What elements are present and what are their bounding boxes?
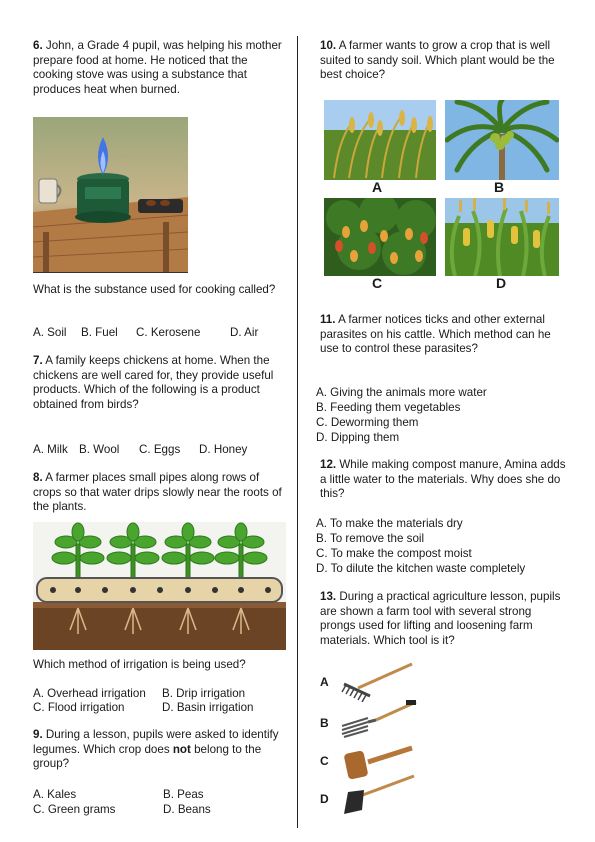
option-b[interactable]: B. Wool	[79, 443, 120, 456]
question-text-emphasis: not	[172, 742, 191, 756]
question-number: 9.	[33, 728, 43, 741]
option-b[interactable]: B. Feeding them vegetables	[316, 401, 461, 414]
mango-tree-image	[324, 198, 436, 276]
option-d[interactable]: D. To dilute the kitchen waste completely	[316, 562, 526, 575]
option-a[interactable]: A. Milk	[33, 443, 68, 456]
option-d[interactable]: D. Honey	[199, 443, 248, 456]
option-b[interactable]: B. Fuel	[81, 326, 118, 339]
coconut-palm-image	[445, 100, 559, 180]
question-6-prompt: What is the substance used for cooking called?	[33, 283, 276, 296]
question-13	[320, 590, 570, 648]
question-7	[33, 354, 283, 412]
hoe-image	[338, 774, 418, 816]
option-c[interactable]: C. Kerosene	[136, 326, 201, 339]
option-c[interactable]: C. Eggs	[139, 443, 181, 456]
question-text: While making compost manure, Amina adds a little water to the materials. Why does she do this?	[320, 458, 566, 501]
option-a[interactable]: A. To make the materials dry	[316, 517, 463, 530]
option-d[interactable]: D. Air	[230, 326, 259, 339]
question-text: John, a Grade 4 pupil, was helping his mother prepare food at home. He noticed that the cooking stove was using a substance that produces heat when burned.	[33, 39, 282, 96]
image-label-a[interactable]: A	[372, 179, 383, 195]
image-label-c[interactable]: C	[372, 275, 383, 291]
tool-label-c[interactable]: C	[320, 754, 329, 768]
question-8-options-row-2	[33, 701, 254, 716]
option-d[interactable]: D. Dipping them	[316, 431, 400, 444]
fork-jembe-image	[338, 698, 418, 740]
question-number: 13.	[320, 590, 337, 603]
question-8	[33, 471, 283, 515]
question-text: During a practical agriculture lesson, pupils are shown a farm tool with several strong prongs used for lifting and loosening farm materials. Which tool is it?	[320, 590, 561, 647]
rice-crop-image	[324, 100, 436, 180]
question-text: A farmer places small pipes along rows of crops so that water drips slowly near the roots of the plants.	[33, 471, 282, 514]
option-c[interactable]: C. Flood irrigation	[33, 701, 125, 714]
question-11	[320, 313, 570, 357]
question-number: 11.	[320, 313, 336, 326]
option-a[interactable]: A. Overhead irrigation	[33, 687, 146, 700]
maize-crop-image	[445, 198, 559, 276]
question-9-options-row-1	[33, 788, 204, 803]
drip-irrigation-image	[33, 522, 286, 650]
question-9-options-row-2	[33, 803, 211, 818]
option-b[interactable]: B. Drip irrigation	[162, 687, 246, 700]
option-a[interactable]: A. Giving the animals more water	[316, 386, 487, 399]
tool-label-d[interactable]: D	[320, 792, 329, 806]
question-12	[320, 458, 570, 502]
rake-image	[338, 660, 418, 702]
option-b[interactable]: B. To remove the soil	[316, 532, 425, 545]
image-label-d[interactable]: D	[496, 275, 507, 291]
question-7-options	[33, 443, 247, 458]
question-number: 6.	[33, 39, 43, 52]
question-number: 8.	[33, 471, 43, 484]
option-b[interactable]: B. Peas	[163, 788, 204, 801]
image-label-b[interactable]: B	[494, 179, 505, 195]
question-text: A family keeps chickens at home. When the chickens are well cared for, they provide useful products. Which of the following is a product obtained from birds?	[33, 354, 274, 411]
option-c[interactable]: C. Green grams	[33, 803, 116, 816]
kerosene-stove-image	[33, 117, 188, 273]
question-text: A farmer wants to grow a crop that is well suited to sandy soil. Which plant would be the best choice?	[320, 39, 555, 82]
question-10	[320, 39, 570, 83]
option-c[interactable]: C. To make the compost moist	[316, 547, 472, 560]
question-number: 10.	[320, 39, 337, 52]
question-text: belong to the group?	[33, 742, 262, 771]
column-divider	[297, 36, 298, 828]
question-text: A farmer notices ticks and other external parasites on his cattle. Which method can he use to control these parasites?	[320, 313, 551, 356]
tool-label-a[interactable]: A	[320, 675, 329, 689]
option-a[interactable]: A. Soil	[33, 326, 67, 339]
question-8-options-row-1	[33, 687, 245, 702]
tool-label-b[interactable]: B	[320, 716, 329, 730]
question-number: 7.	[33, 354, 43, 367]
question-9	[33, 728, 283, 772]
question-8-prompt: Which method of irrigation is being used?	[33, 658, 246, 671]
option-d[interactable]: D. Basin irrigation	[162, 701, 254, 714]
question-number: 12.	[320, 458, 337, 471]
question-6	[33, 39, 283, 97]
option-a[interactable]: A. Kales	[33, 788, 77, 801]
question-6-options	[33, 326, 258, 341]
option-d[interactable]: D. Beans	[163, 803, 211, 816]
question-text: During a lesson, pupils were asked to identify legumes. Which crop does	[33, 728, 279, 756]
option-c[interactable]: C. Deworming them	[316, 416, 419, 429]
